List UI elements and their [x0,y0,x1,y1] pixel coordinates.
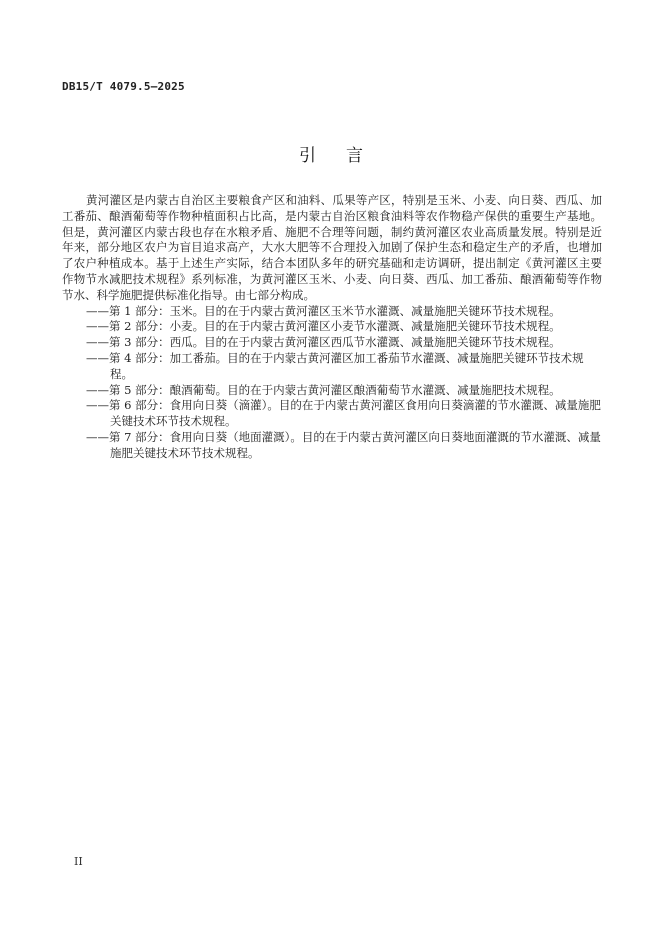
document-code: DB15/T 4079.5—2025 [62,80,185,93]
list-item: ——第 5 部分：酿酒葡萄。目的在于内蒙古黄河灌区酿酒葡萄节水灌溉、减量施肥技术规程。 [86,382,561,397]
document-body [62,193,602,462]
page-title: 引言 [299,146,393,166]
list-item: ——第 3 部分：西瓜。目的在于内蒙古黄河灌区西瓜节水灌溉、减量施肥关键环节技术规程。 [86,335,561,350]
list-item: ——第 1 部分：玉米。目的在于内蒙古黄河灌区玉米节水灌溉、减量施肥关键环节技术规程。 [86,303,561,318]
list-item: ——第 2 部分：小麦。目的在于内蒙古黄河灌区小麦节水灌溉、减量施肥关键环节技术规程。 [86,319,561,334]
page-number: II [74,855,83,868]
parts-list [62,304,602,462]
list-item: ——第 7 部分：食用向日葵（地面灌溉）。目的在于内蒙古黄河灌区向日葵地面灌溉的节水灌溉、减量施肥关键技术环节技术规程。 [86,429,601,460]
list-item: ——第 6 部分：食用向日葵（滴灌）。目的在于内蒙古黄河灌区食用向日葵滴灌的节水灌溉、减量施肥关键技术环节技术规程。 [86,398,601,429]
list-item: ——第 4 部分：加工番茄。目的在于内蒙古黄河灌区加工番茄节水灌溉、减量施肥关键环节技术规程。 [86,350,584,381]
intro-paragraph: 黄河灌区是内蒙古自治区主要粮食产区和油料、瓜果等产区，特别是玉米、小麦、向日葵、西瓜、加工番茄、酿酒葡萄等作物种植面积占比高，是内蒙古自治区粮食油料等农作物稳产保供的重要生产基地。但是，黄河灌区内蒙古段也存在水粮矛盾、施肥不合理等问题，制约黄河灌区农业高质量发展。特别是近年来，部分地区农户为盲目追求高产，大水大肥等不合理投入加剧了保护生态和稳定生产的矛盾，也增加了农户种植成本。基于上述生产实际，结合本团队多年的研究基础和走访调研，提出制定《黄河灌区主要作物节水减肥技术规程》系列标准，为黄河灌区玉米、小麦、向日葵、西瓜、加工番茄、酿酒葡萄等作物节水、科学施肥提供标准化指导。由七部分构成。 [62,193,602,302]
